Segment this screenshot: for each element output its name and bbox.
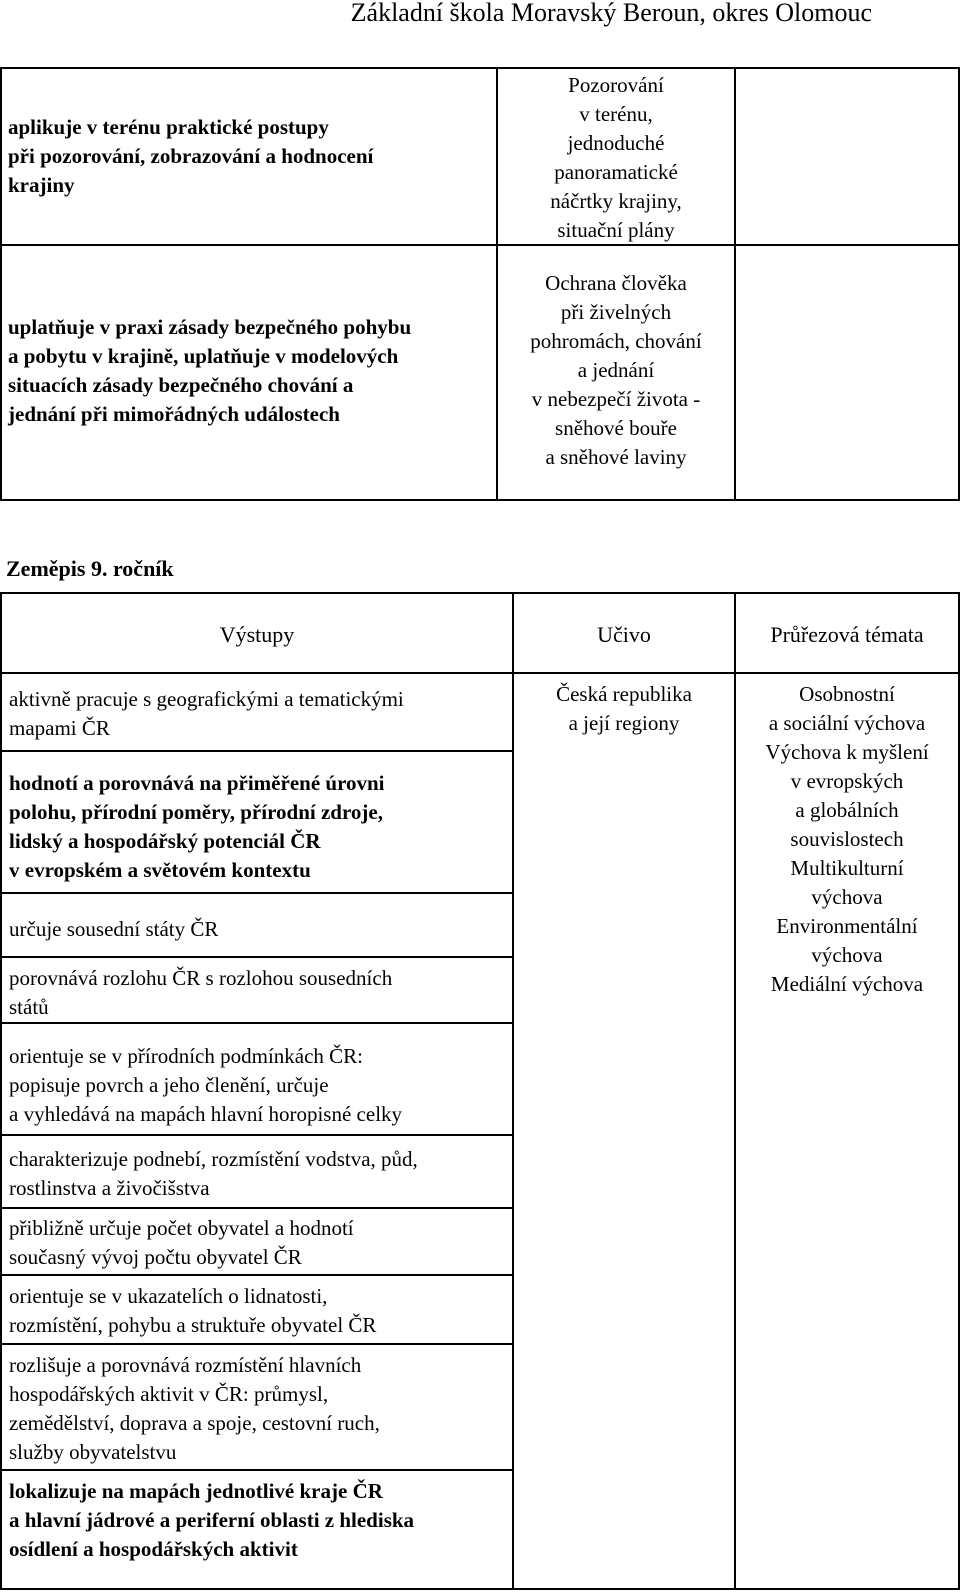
outcome-6: charakterizuje podnebí, rozmístění vodstva, půd, rostlinstva a živočišstva [9, 1147, 418, 1200]
outcome-10: lokalizuje na mapách jednotlivé kraje ČR a hlavní jádrové a periferní oblasti z hlediska osídlení a hospodářských aktivit [9, 1479, 415, 1561]
outcome-8: orientuje se v ukazatelích o lidnatosti, rozmístění, pohybu a struktuře obyvatel ČR [9, 1284, 377, 1337]
outcome-3: určuje sousední státy ČR [9, 917, 219, 941]
outcome-2: hodnotí a porovnává na přiměřené úrovni polohu, přírodní poměry, přírodní zdroje, lidský a hospodářský potenciál ČR v evropském a světovém kontextu [9, 771, 385, 882]
header-content: Učivo [597, 622, 651, 647]
section-title: Zeměpis 9. ročník [6, 556, 174, 581]
top-outcome-2: uplatňuje v praxi zásady bezpečného pohybu a pobytu v krajině, uplatňuje v modelových situacích zásady bezpečného chování a jednání při mimořádných událostech [8, 315, 412, 426]
themes-cell: Osobnostní a sociální výchova Výchova k myšlení v evropských a globálních souvislostech Multikulturní výchova Environmentální výchova Mediální výchova [765, 682, 929, 996]
outcome-5: orientuje se v přírodních podmínkách ČR: popisuje povrch a jeho členění, určuje a vyhledává na mapách hlavní horopisné celky [9, 1044, 403, 1126]
outcome-4: porovnává rozlohu ČR s rozlohou sousedních států [9, 966, 393, 1019]
content-cell: Česká republika a její regiony [556, 682, 692, 735]
outcome-9: rozlišuje a porovnává rozmístění hlavních hospodářských aktivit v ČR: průmysl, zemědělství, doprava a spoje, cestovní ruch, služby obyvatelstvu [9, 1353, 380, 1464]
top-content-2: Ochrana člověka při živelných pohromách, chování a jednání v nebezpečí života - sněhové bouře a sněhové laviny [530, 271, 702, 469]
top-outcome-1: aplikuje v terénu praktické postupy při pozorování, zobrazování a hodnocení krajiny [8, 115, 374, 197]
header-themes: Průřezová témata [770, 622, 924, 647]
outcome-1: aktivně pracuje s geografickými a tematickými mapami ČR [9, 687, 404, 740]
header-outcomes: Výstupy [219, 622, 295, 647]
top-content-1: Pozorování v terénu, jednoduché panoramatické náčrtky krajiny, situační plány [550, 73, 682, 242]
page-header-school: Základní škola Moravský Beroun, okres Olomouc [350, 0, 872, 27]
outcome-7: přibližně určuje počet obyvatel a hodnotí současný vývoj počtu obyvatel ČR [9, 1216, 354, 1269]
